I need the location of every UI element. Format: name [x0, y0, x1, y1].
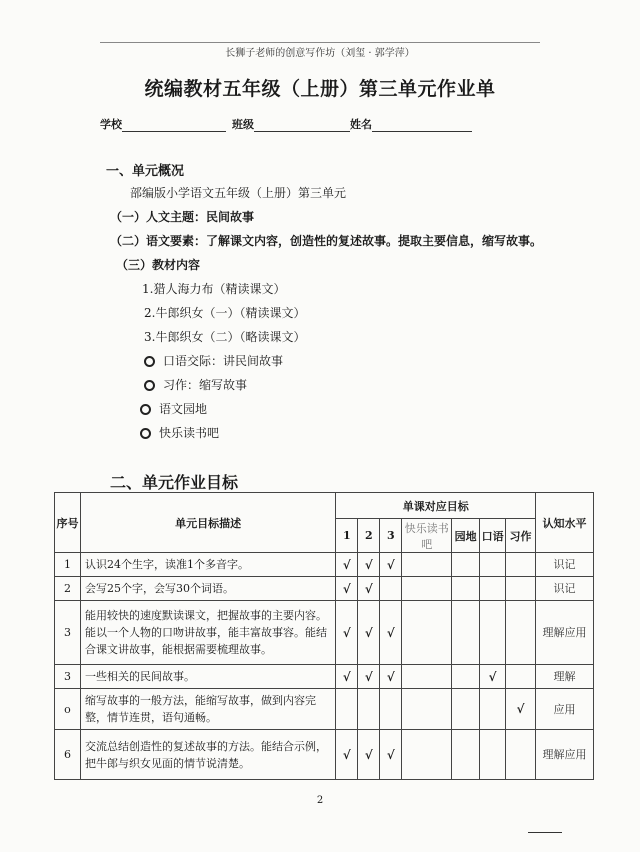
- bullet-item: 习作：缩写故事: [144, 376, 247, 393]
- circle-bullet-icon: [140, 428, 151, 439]
- goals-table: [54, 492, 594, 780]
- school-label: 学校: [100, 118, 122, 131]
- check-mark: √: [336, 553, 358, 577]
- check-mark: √: [336, 577, 358, 601]
- table-row: o 缩写故事的一般方法，能缩写故事，做到内容完整，情节连贯，语句通畅。 √ 应用: [55, 689, 594, 730]
- seq-header: 序号: [55, 493, 81, 553]
- humanistic-theme: （一）人文主题：民间故事: [110, 210, 255, 224]
- level-header: 认知水平: [536, 493, 594, 553]
- page-header: 长狮子老师的创意写作坊（刘玺 · 郭学萍）: [225, 48, 415, 59]
- name-label: 姓名: [350, 118, 372, 131]
- table-row: 2 会写25个字，会写30个词语。 √ √ 识记: [55, 577, 594, 601]
- check-mark: √: [336, 730, 358, 780]
- desc-header: 单元目标描述: [80, 493, 335, 553]
- col-1-header: 1: [336, 519, 358, 553]
- table-row: 3 一些相关的民间故事。 √ √ √ √ 理解: [55, 665, 594, 689]
- lesson-item: 1.猎人海力布（精读课文）: [142, 282, 286, 296]
- check-mark: √: [506, 689, 536, 730]
- check-mark: √: [480, 665, 506, 689]
- language-elements: （二）语文要素：了解课文内容，创造性的复述故事。提取主要信息，缩写故事。: [110, 234, 543, 248]
- check-mark: √: [380, 553, 402, 577]
- check-mark: √: [336, 665, 358, 689]
- circle-bullet-icon: [140, 404, 151, 415]
- lesson-item: 2.牛郎织女（一）（精读课文）: [144, 306, 306, 320]
- section1-heading: 一、单元概况: [106, 164, 185, 179]
- check-mark: √: [358, 665, 380, 689]
- section2-heading: 二、单元作业目标: [110, 473, 239, 492]
- col-3-header: 3: [380, 519, 402, 553]
- group-header: 单课对应目标: [336, 493, 536, 519]
- circle-bullet-icon: [144, 356, 155, 367]
- check-mark: √: [380, 601, 402, 665]
- unit-intro: 部编版小学语文五年级（上册）第三单元: [130, 186, 347, 200]
- check-mark: √: [358, 601, 380, 665]
- col-garden-header: 园地: [452, 519, 480, 553]
- table-row: 6 交流总结创造性的复述故事的方法。能结合示例，把牛郎与织女见面的情节说清楚。 √ √ √ 理解应用: [55, 730, 594, 780]
- col-reading-header: 快乐读书吧: [402, 519, 452, 553]
- check-mark: √: [336, 601, 358, 665]
- col-writing-header: 习作: [506, 519, 536, 553]
- bullet-item: 语文园地: [140, 400, 207, 417]
- lesson-item: 3.牛郎织女（二）（略读课文）: [144, 330, 306, 344]
- name-blank: [372, 120, 472, 132]
- content-heading: （三）教材内容: [116, 258, 201, 272]
- corner-rule: [528, 832, 562, 833]
- table-row: 3 能用较快的速度默读课文，把握故事的主要内容。能以一个人物的口吻讲故事，能丰富故事容。能结合课文讲故事，能根据需要梳理故事。 √ √ √ 理解应用: [55, 601, 594, 665]
- name-field: [350, 116, 472, 132]
- table-row: 1 认识24个生字，读准1个多音字。 √ √ √ 识记: [55, 553, 594, 577]
- check-mark: √: [358, 577, 380, 601]
- bullet-item: 口语交际：讲民间故事: [144, 352, 283, 369]
- class-blank: [254, 120, 350, 132]
- document-title: 统编教材五年级（上册）第三单元作业单: [144, 78, 496, 100]
- check-mark: √: [380, 730, 402, 780]
- school-blank: [122, 120, 226, 132]
- check-mark: √: [380, 665, 402, 689]
- col-oral-header: 口语: [480, 519, 506, 553]
- class-label: 班级: [232, 118, 254, 131]
- school-field: [100, 116, 226, 132]
- check-mark: √: [358, 730, 380, 780]
- class-field: [232, 116, 350, 132]
- header-rule: [100, 42, 540, 43]
- page-number: 2: [316, 795, 324, 806]
- col-2-header: 2: [358, 519, 380, 553]
- check-mark: √: [358, 553, 380, 577]
- bullet-item: 快乐读书吧: [140, 424, 219, 441]
- circle-bullet-icon: [144, 380, 155, 391]
